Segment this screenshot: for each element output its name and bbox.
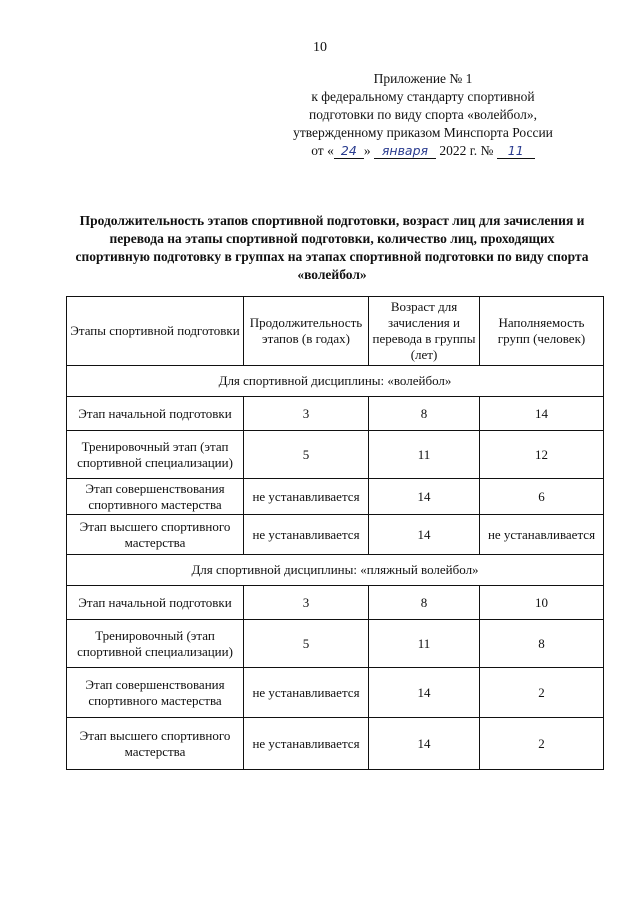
age-cell: 14	[369, 515, 480, 555]
occupancy-cell: 10	[480, 586, 604, 620]
header-duration: Продолжительность этапов (в годах)	[244, 297, 369, 366]
stage-cell: Этап начальной подготовки	[67, 586, 244, 620]
duration-cell: 3	[244, 397, 369, 431]
appendix-line-3: подготовки по виду спорта «волейбол»,	[308, 107, 537, 122]
stage-cell: Этап начальной подготовки	[67, 397, 244, 431]
appendix-line-2: к федеральному стандарту спортивной	[311, 89, 535, 104]
age-cell: 11	[369, 620, 480, 668]
occupancy-cell: 6	[480, 479, 604, 515]
appendix-line-4: утвержденному приказом Минспорта России	[293, 125, 553, 140]
header-occupancy: Наполняемость групп (человек)	[480, 297, 604, 366]
age-cell: 11	[369, 431, 480, 479]
occupancy-cell: 8	[480, 620, 604, 668]
age-cell: 14	[369, 479, 480, 515]
stages-table	[66, 296, 604, 770]
stage-cell: Тренировочный этап (этап спортивной специализации)	[67, 431, 244, 479]
occupancy-cell: 2	[480, 668, 604, 718]
table-row	[67, 397, 604, 431]
duration-cell: 5	[244, 431, 369, 479]
table-header-row	[67, 297, 604, 366]
appendix-block	[258, 70, 588, 160]
table-row	[67, 479, 604, 515]
header-age: Возраст для зачисления и перевода в группы (лет)	[369, 297, 480, 366]
header-stages: Этапы спортивной подготовки	[67, 297, 244, 366]
page-number: 10	[313, 40, 327, 55]
age-cell: 14	[369, 668, 480, 718]
appendix-date-line	[258, 142, 588, 160]
occupancy-cell: 12	[480, 431, 604, 479]
table-row	[67, 668, 604, 718]
date-prefix: от «	[311, 143, 334, 158]
duration-cell: 5	[244, 620, 369, 668]
discipline-label: Для спортивной дисциплины: «пляжный волейбол»	[67, 555, 604, 586]
duration-cell: не устанавливается	[244, 718, 369, 770]
duration-cell: не устанавливается	[244, 479, 369, 515]
stage-cell: Этап совершенствования спортивного мастерства	[67, 668, 244, 718]
duration-cell: 3	[244, 586, 369, 620]
age-cell: 8	[369, 397, 480, 431]
discipline-label: Для спортивной дисциплины: «волейбол»	[67, 366, 604, 397]
document-title: Продолжительность этапов спортивной подготовки, возраст лиц для зачисления и перевода на этапы спортивной подготовки, количество лиц, проходящих спортивную подготовку в группах на этапах спортивной подготовки по виду спорта «волейбол»	[75, 213, 589, 282]
age-cell: 8	[369, 586, 480, 620]
age-cell: 14	[369, 718, 480, 770]
table-row	[67, 586, 604, 620]
stage-cell: Этап высшего спортивного мастерства	[67, 515, 244, 555]
duration-cell: не устанавливается	[244, 668, 369, 718]
table-row	[67, 515, 604, 555]
handwritten-day: 24	[334, 144, 364, 159]
handwritten-order-number: 11	[497, 144, 535, 159]
table-row	[67, 431, 604, 479]
handwritten-month: января	[374, 144, 436, 159]
appendix-title: Приложение № 1	[373, 71, 473, 86]
stage-cell: Тренировочный (этап спортивной специализации)	[67, 620, 244, 668]
occupancy-cell: 14	[480, 397, 604, 431]
date-year: 2022 г. №	[439, 143, 494, 158]
discipline-row	[67, 366, 604, 397]
stage-cell: Этап высшего спортивного мастерства	[67, 718, 244, 770]
duration-cell: не устанавливается	[244, 515, 369, 555]
discipline-row	[67, 555, 604, 586]
table-row	[67, 620, 604, 668]
date-mid: »	[363, 143, 371, 158]
table-row	[67, 718, 604, 770]
occupancy-cell: 2	[480, 718, 604, 770]
stage-cell: Этап совершенствования спортивного мастерства	[67, 479, 244, 515]
occupancy-cell: не устанавливается	[480, 515, 604, 555]
